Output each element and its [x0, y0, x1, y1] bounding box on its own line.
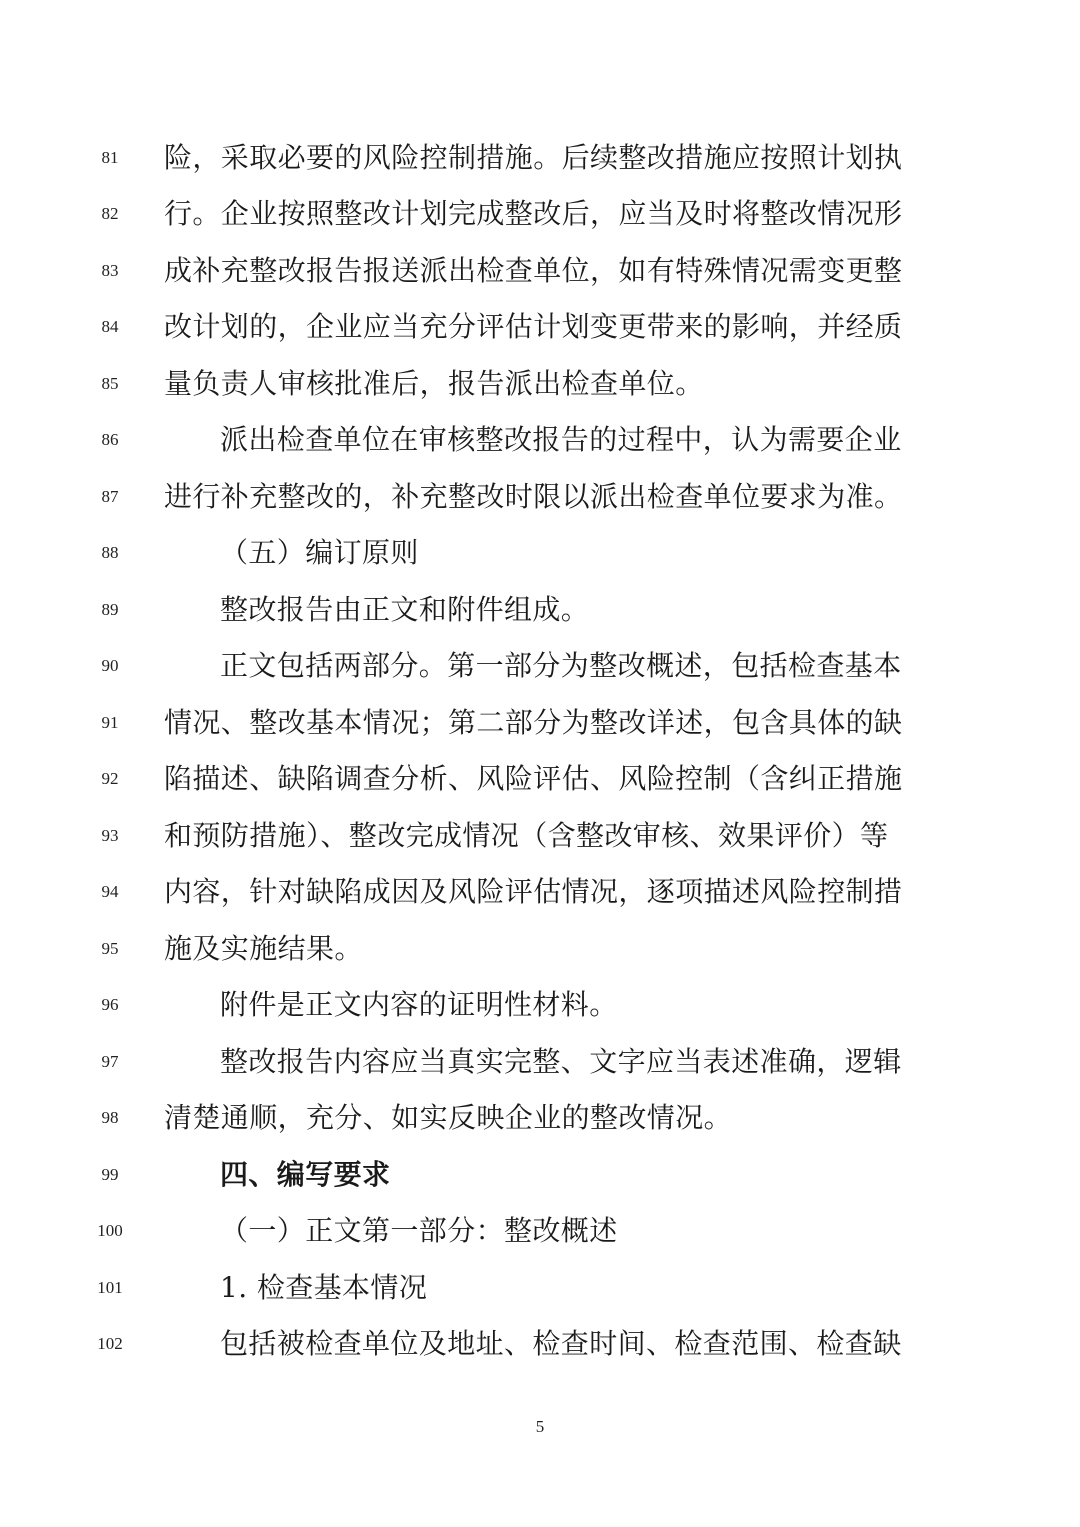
line-text: 情况、整改基本情况；第二部分为整改详述，包含具体的缺 [164, 706, 903, 739]
text-line [0, 981, 1080, 1037]
text-line [0, 925, 1080, 981]
line-number: 96 [101, 995, 119, 1014]
line-text: 行。企业按照整改计划完成整改后，应当及时将整改情况形 [164, 197, 903, 230]
text-line [0, 755, 1080, 811]
line-text: 改计划的，企业应当充分评估计划变更带来的影响，并经质 [164, 310, 903, 343]
line-number: 86 [101, 430, 119, 449]
line-number: 87 [101, 487, 119, 506]
text-line [0, 529, 1080, 585]
text-line [0, 1094, 1080, 1150]
text-line [0, 1207, 1080, 1263]
text-line [0, 586, 1080, 642]
line-number: 84 [101, 317, 119, 336]
line-text: 施及实施结果。 [164, 932, 363, 965]
line-text: 清楚通顺，充分、如实反映企业的整改情况。 [164, 1101, 733, 1134]
text-line [0, 416, 1080, 472]
line-number: 90 [101, 656, 119, 675]
line-text: 附件是正文内容的证明性材料。 [220, 988, 618, 1021]
line-text: 内容，针对缺陷成因及风险评估情况，逐项描述风险控制措 [164, 875, 903, 908]
line-number: 101 [97, 1278, 123, 1297]
line-number: 92 [101, 769, 119, 788]
text-line [0, 699, 1080, 755]
line-text: 和预防措施）、整改完成情况（含整改审核、效果评价）等 [164, 819, 889, 852]
line-text: 成补充整改报告报送派出检查单位，如有特殊情况需变更整 [164, 254, 903, 287]
line-number: 83 [101, 261, 119, 280]
text-line [0, 812, 1080, 868]
text-line [0, 134, 1080, 190]
line-number: 93 [101, 826, 119, 845]
line-text: 进行补充整改的，补充整改时限以派出检查单位要求为准。 [164, 480, 903, 513]
line-number: 99 [101, 1165, 119, 1184]
text-line [0, 1151, 1080, 1207]
text-line [0, 303, 1080, 359]
item-heading: 1. 检查基本情况 [220, 1271, 428, 1304]
line-number: 98 [101, 1108, 119, 1127]
text-line [0, 868, 1080, 924]
line-number: 91 [101, 713, 119, 732]
text-line [0, 247, 1080, 303]
line-number: 81 [101, 148, 119, 167]
text-line [0, 642, 1080, 698]
line-text: 险，采取必要的风险控制措施。后续整改措施应按照计划执 [164, 141, 903, 174]
text-line [0, 1264, 1080, 1320]
line-number: 100 [97, 1221, 123, 1240]
text-line [0, 360, 1080, 416]
line-number: 82 [101, 204, 119, 223]
line-number: 95 [101, 939, 119, 958]
line-number: 89 [101, 600, 119, 619]
page-number: 5 [535, 1417, 545, 1436]
text-line [0, 190, 1080, 246]
section-subheading: （五）编订原则 [220, 536, 419, 569]
text-line [0, 473, 1080, 529]
line-text: 正文包括两部分。第一部分为整改概述，包括检查基本 [220, 649, 902, 682]
text-line [0, 1038, 1080, 1094]
line-number: 88 [101, 543, 119, 562]
line-text: 整改报告内容应当真实完整、文字应当表述准确，逻辑 [220, 1045, 902, 1078]
line-text: 量负责人审核批准后，报告派出检查单位。 [164, 367, 704, 400]
line-number: 85 [101, 374, 119, 393]
line-text: 派出检查单位在审核整改报告的过程中，认为需要企业 [220, 423, 902, 456]
line-number: 94 [101, 882, 119, 901]
section-subheading: （一）正文第一部分：整改概述 [220, 1214, 618, 1247]
line-text: 包括被检查单位及地址、检查时间、检查范围、检查缺 [220, 1327, 902, 1360]
text-line [0, 1320, 1080, 1376]
line-number: 97 [101, 1052, 119, 1071]
section-heading: 四、编写要求 [220, 1158, 391, 1191]
line-number: 102 [97, 1334, 123, 1353]
line-text: 整改报告由正文和附件组成。 [220, 593, 590, 626]
line-text: 陷描述、缺陷调查分析、风险评估、风险控制（含纠正措施 [164, 762, 903, 795]
